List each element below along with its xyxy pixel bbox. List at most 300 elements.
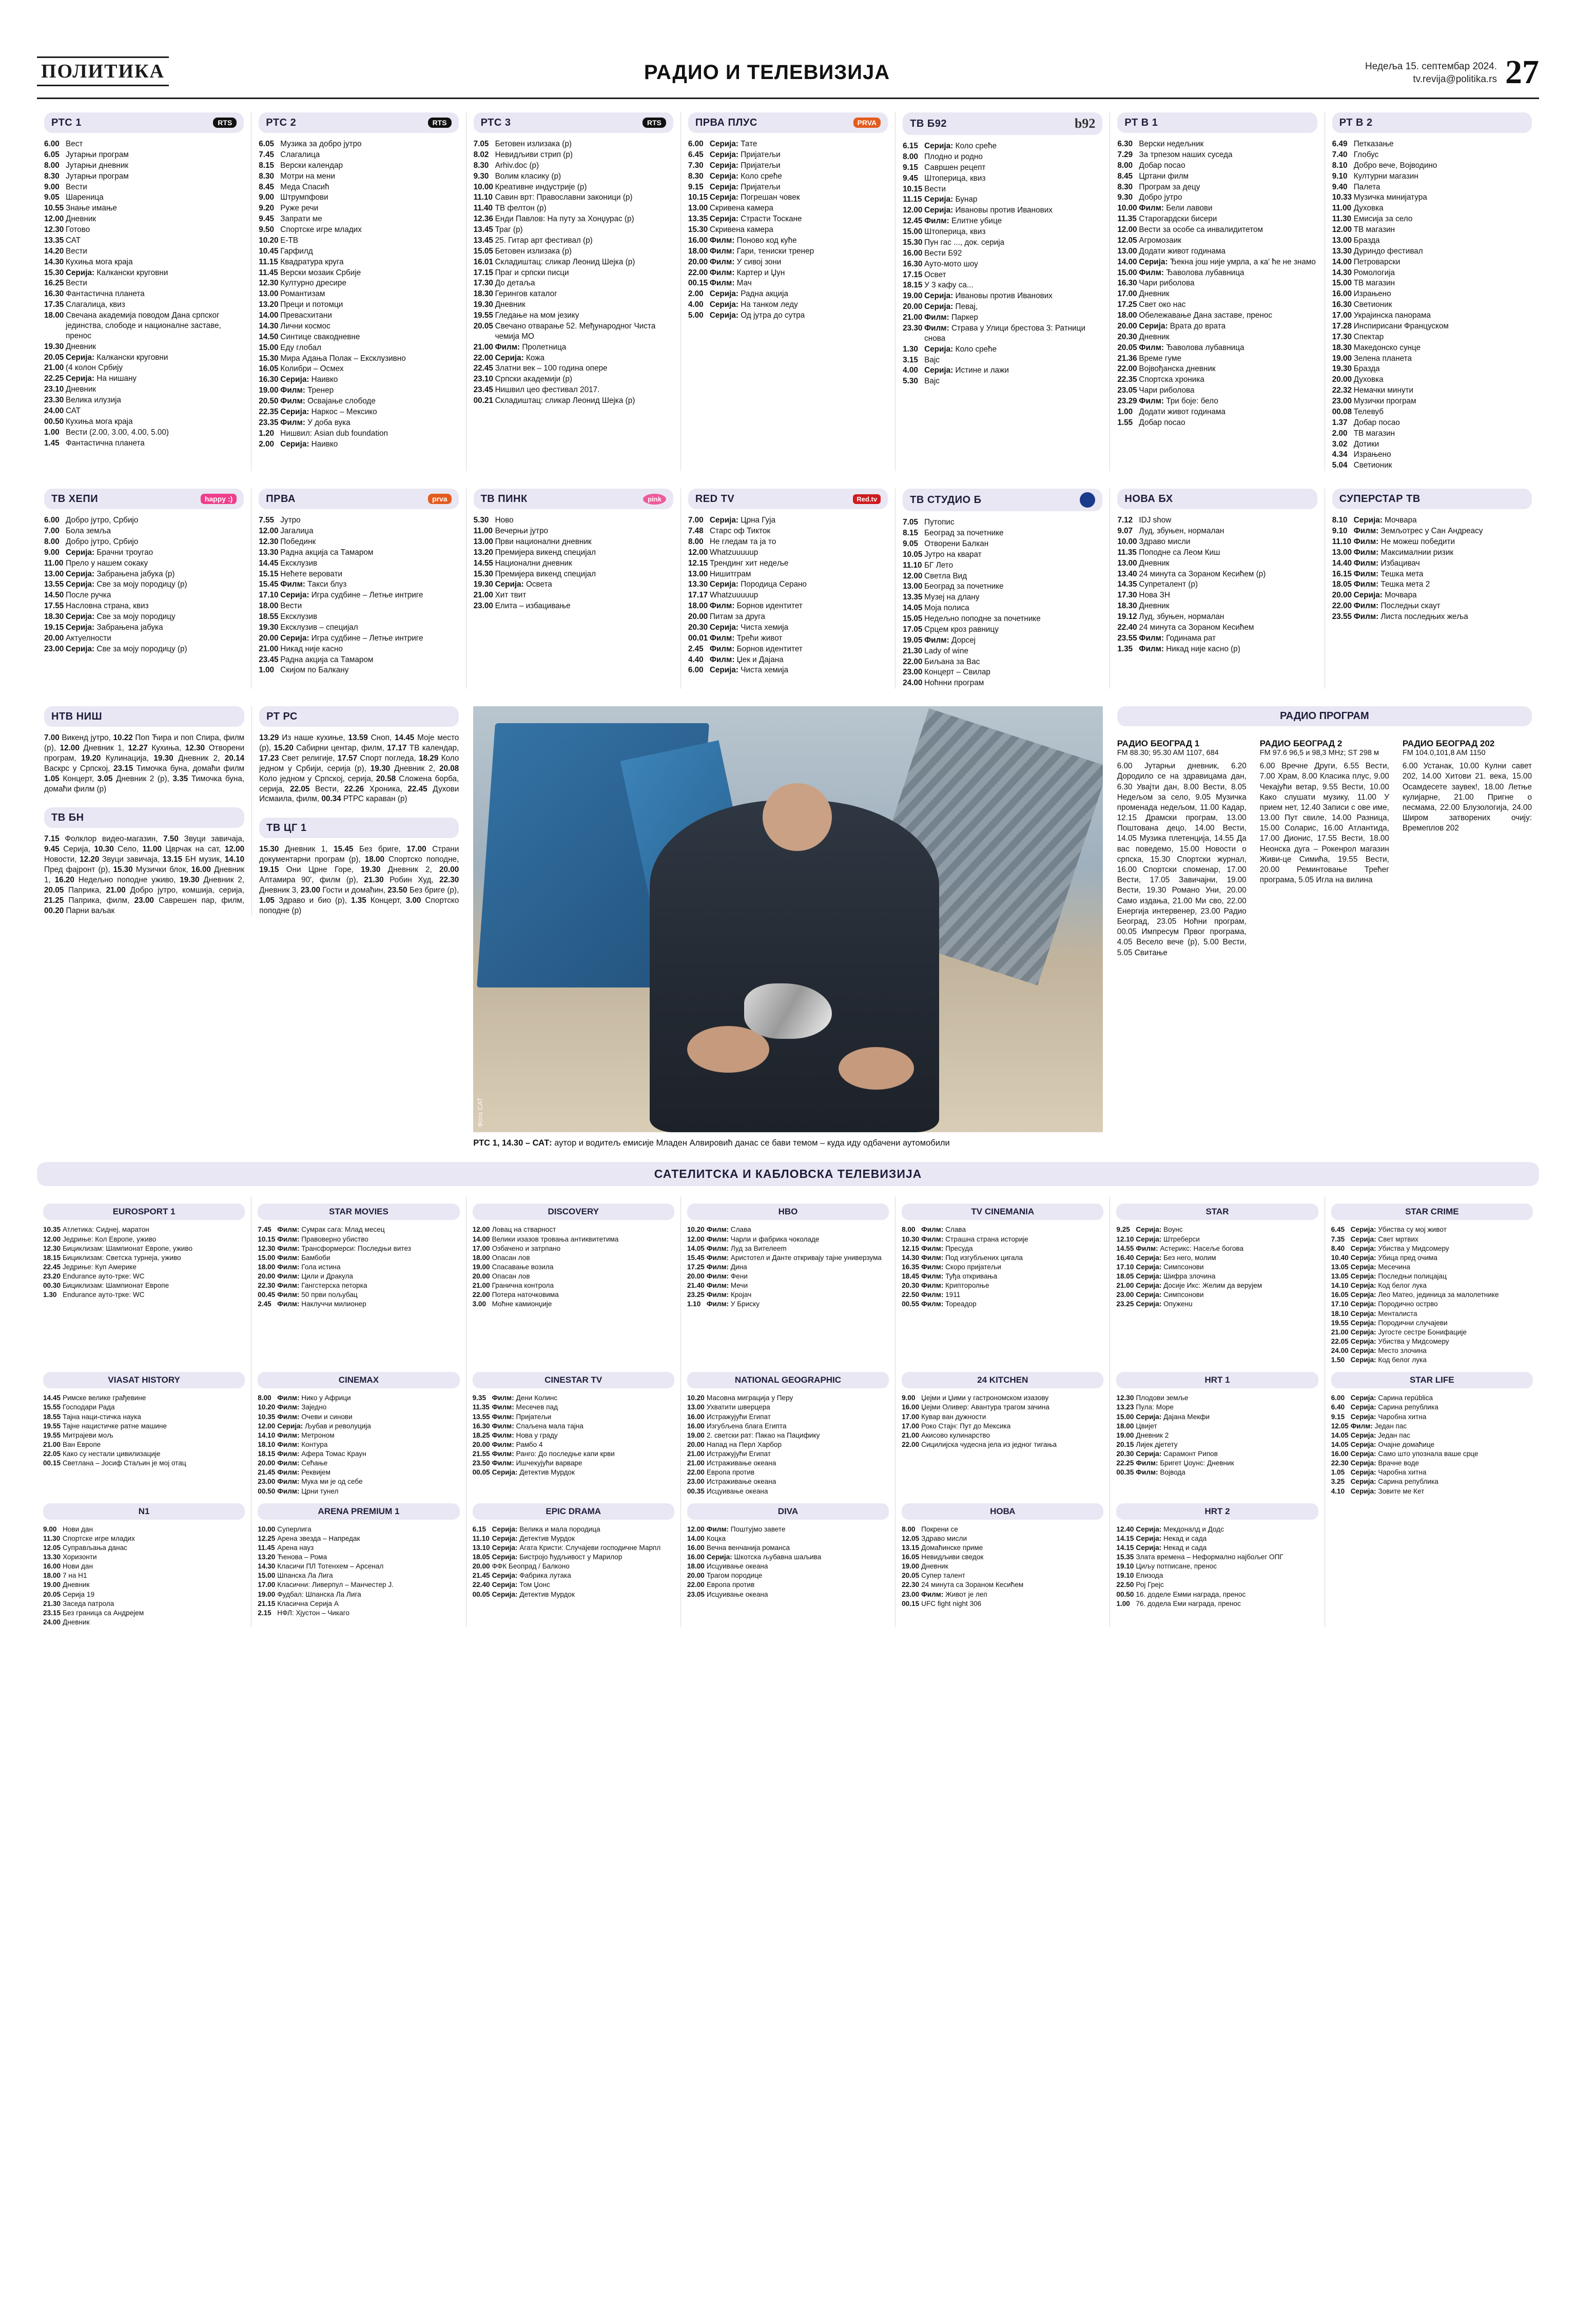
- program-time: 18.05: [1332, 580, 1352, 589]
- channel-header[interactable]: [1332, 112, 1532, 133]
- satellite-channel-name[interactable]: HRT 1: [1116, 1372, 1318, 1388]
- program-time: 00.05: [472, 1590, 490, 1598]
- program-row: [903, 280, 1102, 290]
- program-row: [688, 623, 888, 633]
- program-time: 22.00: [472, 1291, 490, 1299]
- program-title: Серија: Чаробна хитна: [1350, 1468, 1427, 1477]
- program-time: 21.40: [687, 1282, 705, 1290]
- program-time: 16.30: [472, 1422, 490, 1430]
- program-row: [1116, 1580, 1318, 1589]
- program-time: 17.28: [1332, 321, 1352, 331]
- program-row: [259, 278, 458, 288]
- program-row: [687, 1571, 889, 1580]
- program-time: 22.25: [1116, 1459, 1134, 1467]
- program-time: 14.55: [473, 558, 493, 568]
- program-title: Домаћинске приме: [921, 1543, 983, 1552]
- program-title: Београд за почетнике: [924, 582, 1004, 591]
- program-time: 1.10: [687, 1300, 701, 1308]
- program-title: Филм: Аристотел и Данте откривају тајне универзума: [706, 1253, 882, 1262]
- channel-header[interactable]: [1332, 489, 1532, 509]
- program-time: 22.00: [688, 268, 708, 277]
- program-row: [258, 1562, 459, 1571]
- program-title: Серија: Врата до врата: [1139, 321, 1226, 331]
- program-time: 8.00: [902, 1226, 916, 1234]
- program-row: [1332, 289, 1532, 299]
- satellite-channel-name[interactable]: EUROSPORT 1: [43, 1204, 245, 1220]
- program-row: [259, 300, 458, 310]
- program-title: Обележавање Дана заставе, пренос: [1139, 311, 1272, 320]
- program-time: 9.30: [473, 171, 489, 181]
- program-time: 13.00: [259, 289, 279, 299]
- program-time: 9.30: [1117, 193, 1133, 202]
- program-row: [1117, 343, 1317, 353]
- program-time: 3.00: [472, 1300, 487, 1308]
- program-title: Масовна миграција у Перу: [706, 1394, 793, 1402]
- program-title: Серија: Симпсонови: [1136, 1263, 1204, 1271]
- program-list: [44, 515, 244, 654]
- program-title: Серија: Наивко: [280, 439, 338, 449]
- photo-image: [473, 706, 1102, 1132]
- satellite-channel-name[interactable]: 24 KITCHEN: [902, 1372, 1103, 1388]
- program-row: [1117, 257, 1317, 267]
- program-row: [259, 246, 458, 257]
- program-time: 6.00: [1331, 1394, 1345, 1402]
- program-text-rt-rs: [259, 733, 459, 804]
- program-time: 21.55: [472, 1450, 490, 1458]
- program-title: Колибри – Осмех: [280, 364, 344, 374]
- program-title: Филм: Поново код куће: [709, 236, 797, 245]
- program-time: 11.10: [1332, 537, 1352, 546]
- program-row: [1117, 225, 1317, 235]
- program-title: За трпезом наших суседа: [1139, 150, 1233, 159]
- program-time: 14.30: [902, 1253, 920, 1262]
- program-title: Филм: Туђа откривања: [921, 1272, 998, 1281]
- program-time: 1.00: [1116, 1599, 1130, 1608]
- program-time: 12.40: [1116, 1525, 1134, 1533]
- channel-logo-icon: RTS: [428, 118, 452, 128]
- program-row: [473, 1543, 674, 1552]
- satellite-channel-name[interactable]: STAR MOVIES: [258, 1204, 459, 1220]
- program-time: 14.30: [258, 1562, 276, 1571]
- program-title: Филм: Листа последњих жеља: [1353, 612, 1468, 621]
- feature-photo: [473, 706, 1102, 1149]
- program-time: 14.45: [43, 1394, 61, 1402]
- program-row: [688, 579, 888, 590]
- program-title: После ручка: [66, 591, 111, 600]
- program-title: Серија: Код белог лука: [1350, 1282, 1427, 1290]
- program-time: 16.15: [1332, 569, 1352, 578]
- program-time: 7.45: [258, 1226, 271, 1234]
- program-row: [474, 353, 673, 363]
- satellite-channel-name[interactable]: CINEMAX: [258, 1372, 459, 1388]
- program-time: 19.00: [903, 292, 923, 301]
- program-title: Серија: Коло среће: [924, 142, 997, 150]
- program-time: 19.30: [1332, 364, 1352, 374]
- channel-header[interactable]: [259, 112, 458, 133]
- program-row: [687, 1459, 889, 1467]
- program-title: Тајна наци-стичка наука: [63, 1412, 141, 1421]
- program-time: 00.55: [902, 1300, 920, 1308]
- program-title: Филм: Луд за Вителеem: [706, 1244, 787, 1252]
- program-title: Нишитграм: [709, 569, 751, 578]
- program-row: [688, 526, 888, 536]
- program-title: Кувар ван дужности: [921, 1412, 986, 1421]
- channel-name: ПРВА: [266, 493, 296, 505]
- program-title: Ауто-мото шоу: [924, 259, 978, 268]
- program-time: 19.00: [687, 1431, 705, 1439]
- channel-header[interactable]: [1117, 112, 1317, 133]
- program-row: [1332, 460, 1532, 471]
- program-title: Серија: Све за моју породицу: [66, 612, 176, 621]
- program-time: 15.15: [259, 569, 279, 578]
- channel-header[interactable]: [44, 112, 244, 133]
- program-time: 16.30: [1332, 300, 1352, 309]
- program-title: Дневник: [63, 1581, 90, 1589]
- satellite-channel-name[interactable]: STAR: [1116, 1204, 1318, 1220]
- program-row: [687, 1543, 889, 1552]
- program-title: Серија: Бистројо ћудљивост у Марилор: [492, 1553, 622, 1561]
- program-list: [1117, 139, 1317, 428]
- program-list: [903, 141, 1102, 386]
- program-row: [1332, 225, 1532, 235]
- program-time: 14.15: [1116, 1543, 1134, 1552]
- program-time: 18.00: [258, 1263, 276, 1271]
- program-time: 2.45: [258, 1300, 271, 1308]
- program-time: 13.20: [259, 300, 279, 309]
- program-time: 8.10: [1332, 516, 1348, 525]
- channel-header[interactable]: [688, 489, 888, 509]
- satellite-channel-name[interactable]: ARENA PREMIUM 1: [258, 1503, 459, 1520]
- program-row: [259, 311, 458, 321]
- program-title: Цвијет: [1136, 1422, 1157, 1430]
- program-title: Супреталент (р): [1139, 580, 1198, 589]
- program-title: Свечано отварање 52. Међународног Чиста чемија МО: [495, 321, 656, 341]
- program-row: [258, 1412, 459, 1421]
- program-row: [902, 1599, 1103, 1608]
- program-list: [688, 139, 888, 321]
- program-text-ntv-nis: [44, 733, 244, 794]
- program-title: Ухватити шверцера: [706, 1403, 770, 1411]
- satellite-channel-name[interactable]: EPIC DRAMA: [473, 1503, 674, 1520]
- program-row: [259, 633, 458, 644]
- program-title: Серија: Ивановы против Иванових: [924, 292, 1053, 301]
- program-row: [688, 644, 888, 654]
- program-row: [259, 343, 458, 353]
- program-row: [1116, 1263, 1318, 1271]
- program-time: 21.00: [1116, 1282, 1134, 1290]
- program-row: [44, 268, 244, 278]
- program-row: [903, 248, 1102, 259]
- satellite-channel-name[interactable]: STAR LIFE: [1331, 1372, 1533, 1388]
- program-time: 4.10: [1331, 1487, 1345, 1495]
- satellite-channel-name[interactable]: НОВА: [902, 1503, 1103, 1520]
- program-title: Кухиња мога краја: [66, 257, 133, 266]
- program-time: 16.05: [1331, 1291, 1349, 1299]
- channel-logo-icon: b92: [1074, 116, 1096, 131]
- program-title: Јутро: [280, 516, 301, 525]
- program-time: 12.00: [688, 548, 708, 557]
- channel-header[interactable]: [474, 489, 673, 509]
- satellite-channel-name[interactable]: CINESTAR TV: [473, 1372, 674, 1388]
- program-title: Фантастична планета: [66, 438, 145, 448]
- program-row: [473, 1403, 674, 1411]
- radio-station-name: РАДИО БЕОГРАД 1: [1117, 739, 1200, 749]
- program-title: САТ: [66, 406, 81, 415]
- program-row: [258, 1290, 459, 1299]
- program-time: 17.10: [1331, 1300, 1349, 1308]
- channel-name: РТС 1: [51, 117, 82, 128]
- program-title: Гарфилд: [280, 246, 313, 256]
- program-title: Серија: Само што упознала ваше срце: [1350, 1450, 1478, 1458]
- program-time: 21.00: [473, 342, 493, 352]
- channel-column-2: [466, 489, 680, 689]
- masthead-right: [1365, 53, 1539, 91]
- program-time: 20.00: [903, 302, 923, 312]
- program-title: Класични: Ливерпул – Манчестер Ј.: [277, 1581, 394, 1589]
- program-time: 9.10: [1332, 527, 1348, 535]
- program-row: [902, 1272, 1103, 1281]
- channel-header[interactable]: [688, 112, 888, 133]
- program-row: [1331, 1225, 1533, 1234]
- program-row: [259, 385, 458, 396]
- satellite-channel-name[interactable]: N1: [43, 1503, 245, 1520]
- program-row: [259, 182, 458, 192]
- program-title: Исцуивање океана: [706, 1562, 768, 1571]
- program-title: Серија: Забрањена јабука: [66, 623, 163, 632]
- program-row: [473, 1534, 674, 1543]
- program-title: Истраживање океана: [706, 1478, 776, 1486]
- satellite-channel-name[interactable]: VIASAT HISTORY: [43, 1372, 245, 1388]
- program-title: Ново: [495, 516, 514, 525]
- program-row: [1332, 526, 1532, 536]
- program-title: Филм: Мач: [709, 279, 752, 288]
- program-time: 13.30: [688, 580, 708, 589]
- program-time: 20.00: [472, 1562, 490, 1571]
- channel-header[interactable]: [903, 489, 1102, 511]
- program-row: [1331, 1468, 1533, 1477]
- program-row: [44, 182, 244, 192]
- channel-logo-icon: [1080, 492, 1095, 508]
- satellite-channel-name[interactable]: HBO: [687, 1204, 889, 1220]
- program-title: Дневник 2: [1136, 1431, 1169, 1439]
- satellite-channel-name[interactable]: NATIONAL GEOGRAPHIC: [687, 1372, 889, 1388]
- program-row: [1332, 332, 1532, 342]
- program-row: [903, 376, 1102, 386]
- program-title: Серија: Ивановы против Иванових: [924, 206, 1053, 215]
- program-row: [1117, 321, 1317, 332]
- channel-logo-icon: happy :): [201, 494, 237, 504]
- channel-column-0: [37, 112, 251, 471]
- program-row: [259, 257, 458, 267]
- program-time: 9.25: [1116, 1226, 1130, 1234]
- program-row: [1332, 548, 1532, 558]
- program-title: Луд, збуњен, нормалан: [1139, 527, 1224, 535]
- program-title: Једриње: Кол Европе, уживо: [63, 1235, 157, 1243]
- program-time: 4.00: [903, 366, 918, 375]
- program-row: [687, 1393, 889, 1402]
- program-title: Радна акција са Тамаром: [280, 548, 374, 557]
- program-list: [474, 139, 673, 406]
- program-title: Серија: Тате: [709, 140, 757, 148]
- program-title: Јутарњи програм: [66, 171, 129, 181]
- program-time: 15.30: [688, 225, 708, 234]
- program-row: [43, 1571, 245, 1580]
- satellite-channel-name[interactable]: STAR CRIME: [1331, 1204, 1533, 1220]
- program-row: [902, 1300, 1103, 1308]
- program-row: [1332, 343, 1532, 353]
- program-row: [687, 1431, 889, 1440]
- program-row: [473, 1225, 674, 1234]
- program-row: [474, 558, 673, 569]
- program-time: 8.00: [44, 537, 60, 546]
- program-title: Филм: Трећи живот: [709, 633, 783, 643]
- satellite-column: [466, 1496, 680, 1627]
- col-photo: [466, 706, 1110, 1149]
- program-title: Кухиња мога краја: [66, 417, 133, 426]
- program-row: [1116, 1459, 1318, 1467]
- program-title: Серија: Калкански круговни: [66, 353, 168, 362]
- channel-header[interactable]: [44, 489, 244, 509]
- program-title: Филм: Гола истина: [277, 1263, 341, 1271]
- program-row: [259, 364, 458, 374]
- program-row: [258, 1225, 459, 1234]
- program-time: 15.30: [473, 569, 493, 578]
- publication-logo: ПОЛИТИКА: [37, 56, 169, 86]
- program-row: [687, 1225, 889, 1234]
- program-time: 11.35: [1117, 215, 1137, 224]
- program-row: [1117, 569, 1317, 579]
- program-title: Пула: Море: [1136, 1403, 1174, 1411]
- program-row: [474, 385, 673, 395]
- program-time: 00.15: [688, 279, 708, 288]
- program-row: [1332, 311, 1532, 321]
- program-time: 00.35: [687, 1487, 705, 1495]
- program-row: [259, 396, 458, 406]
- program-row: [258, 1263, 459, 1271]
- program-title: Војвођанска дневник: [1139, 364, 1216, 374]
- program-time: 15.45: [259, 580, 279, 589]
- program-time: 22.30: [902, 1581, 920, 1589]
- program-title: У 3 кафу са...: [924, 281, 974, 290]
- program-title: Премијера викенд специјал: [495, 569, 596, 578]
- program-time: 16.00: [687, 1422, 705, 1430]
- program-row: [44, 139, 244, 149]
- program-row: [903, 184, 1102, 195]
- program-title: Вести: [924, 184, 946, 193]
- program-list: [474, 515, 673, 611]
- satellite-channel-name[interactable]: TV CINEMANIA: [902, 1204, 1103, 1220]
- program-time: 11.30: [43, 1534, 61, 1542]
- radio-frequency: FM 97.6 96,5 и 98,3 MHz; ST 298 м: [1259, 749, 1379, 758]
- program-time: 5.30: [473, 516, 489, 525]
- program-row: [259, 225, 458, 235]
- program-time: 2.00: [259, 439, 275, 449]
- satellite-channel-name[interactable]: HRT 2: [1116, 1503, 1318, 1520]
- satellite-program-list: [1331, 1225, 1533, 1364]
- channel-header[interactable]: [259, 489, 458, 509]
- program-time: 20.00: [472, 1272, 490, 1281]
- program-title: Филм: Месечев пад: [492, 1403, 558, 1411]
- program-time: 7.00: [44, 527, 60, 535]
- program-title: Чари риболова: [1139, 386, 1195, 395]
- program-row: [474, 363, 673, 374]
- program-title: Квадратура круга: [280, 257, 344, 266]
- program-title: Серија: Бунар: [924, 195, 978, 204]
- program-row: [43, 1543, 245, 1552]
- program-title: Филм: Не можеш победити: [1353, 537, 1455, 546]
- program-paragraph: 13.29 Из наше кухиње, 13.59 Сноп, 14.45 Моје место (р), 15.20 Сабирни центар, филм, 17.17 ТВ календар, 17.23 Свет религије, 17.57 Спорт погледа, 18.29 Коло једном у Србији, серија (р), 19.30 Дневник 2, 20.08 Коло једном у Српској, серија, 20.58 Сложена борба, серија, 22.05 Вести, 22.26 Хроника, 22.45 Духови Исмаила, филм, 00.34 РТРС караван (р): [259, 733, 459, 804]
- program-row: [473, 1422, 674, 1430]
- program-title: Светионик: [1353, 461, 1392, 470]
- program-title: IDJ show: [1139, 516, 1172, 525]
- program-time: 17.10: [1116, 1263, 1134, 1271]
- program-row: [258, 1272, 459, 1281]
- satellite-channel-name[interactable]: DISCOVERY: [473, 1204, 674, 1220]
- program-title: Филм: Метроном: [277, 1431, 335, 1439]
- program-title: Зелена планета: [1353, 354, 1412, 363]
- program-row: [903, 238, 1102, 248]
- program-row: [1331, 1412, 1533, 1421]
- program-time: 18.30: [1332, 343, 1352, 352]
- program-time: 15.35: [1116, 1553, 1134, 1561]
- program-time: 7.35: [1331, 1235, 1345, 1243]
- program-title: Музеј на длану: [924, 593, 980, 602]
- program-row: [1332, 450, 1532, 460]
- program-row: [473, 1412, 674, 1421]
- program-title: Серија: Југосте сестре Бонифације: [1350, 1328, 1467, 1336]
- program-title: Велика илузија: [66, 396, 122, 404]
- channel-header[interactable]: [903, 112, 1102, 135]
- program-row: [474, 278, 673, 288]
- program-title: Слагалица: [280, 150, 320, 159]
- program-row: [474, 548, 673, 558]
- program-title: Вајс: [924, 377, 940, 386]
- program-title: Серија: Воунс: [1136, 1226, 1183, 1234]
- program-row: [903, 205, 1102, 216]
- program-row: [43, 1253, 245, 1262]
- program-time: 6.49: [1332, 140, 1348, 148]
- program-title: ТВ магазин: [1353, 225, 1395, 234]
- program-title: Злата времена – Неформално најбољег ОПГ: [1136, 1553, 1283, 1561]
- program-title: Лични космос: [280, 321, 330, 331]
- program-row: [1116, 1290, 1318, 1299]
- program-title: Срцем кроз равницу: [924, 625, 999, 634]
- program-row: [902, 1263, 1103, 1271]
- program-time: 12.25: [258, 1534, 276, 1542]
- program-title: Јутро на кварат: [924, 550, 982, 559]
- program-row: [258, 1393, 459, 1402]
- program-title: Недељно поподне за почетнике: [924, 614, 1041, 623]
- program-time: 16.00: [1331, 1450, 1349, 1458]
- channel-header[interactable]: [474, 112, 673, 133]
- program-row: [1116, 1431, 1318, 1440]
- program-time: 21.00: [687, 1459, 705, 1467]
- program-row: [43, 1422, 245, 1430]
- program-time: 12.05: [1331, 1422, 1349, 1430]
- program-time: 20.00: [258, 1272, 276, 1281]
- channel-header[interactable]: [1117, 489, 1317, 509]
- program-row: [1332, 537, 1532, 547]
- program-title: Серија: Некад и сада: [1136, 1543, 1207, 1552]
- program-title: Нова ЗН: [1139, 591, 1170, 600]
- program-time: 17.00: [1117, 289, 1137, 299]
- program-title: Филм: Живот је леп: [921, 1590, 987, 1598]
- radio-columns: [1117, 733, 1532, 958]
- program-row: [44, 384, 244, 395]
- program-title: Складиштац: сликар Леонид Шејка (р): [495, 257, 635, 266]
- satellite-channel-name[interactable]: DIVA: [687, 1503, 889, 1520]
- program-title: Филм: Тореадор: [921, 1300, 977, 1308]
